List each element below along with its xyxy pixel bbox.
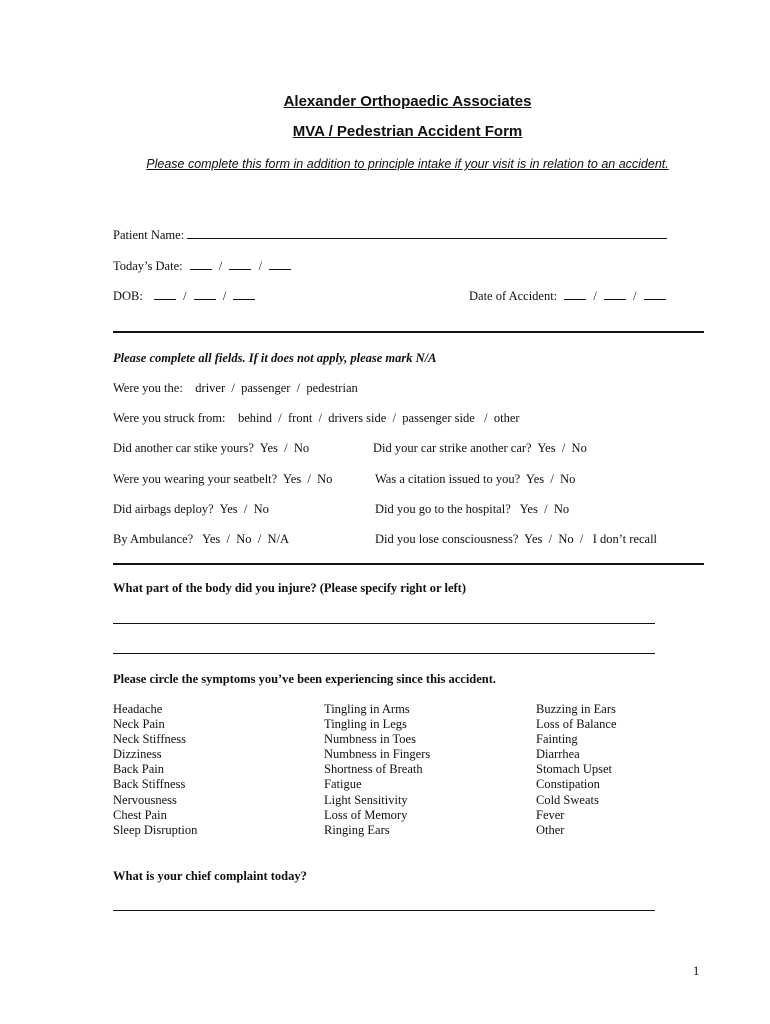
- question-role[interactable]: Were you the: driver / passenger / pedestrian: [113, 381, 358, 395]
- question-airbags[interactable]: Did airbags deploy? Yes / No: [113, 502, 269, 516]
- accident-date-day-field[interactable]: [604, 287, 626, 300]
- date-slash: /: [633, 289, 637, 303]
- symptom-item[interactable]: Diarrhea: [536, 747, 580, 762]
- section-divider: [113, 563, 704, 565]
- date-slash: /: [258, 259, 263, 273]
- symptom-item[interactable]: Shortness of Breath: [324, 762, 423, 777]
- dob-label: DOB:: [113, 289, 143, 303]
- symptoms-column-1: [113, 702, 197, 838]
- symptom-item[interactable]: Loss of Memory: [324, 807, 408, 822]
- body-part-answer-line[interactable]: [113, 623, 655, 624]
- symptoms-column-2: [324, 702, 430, 838]
- question-struck-from[interactable]: Were you struck from: behind / front / drivers side / passenger side / other: [113, 411, 520, 425]
- dob-row: [113, 287, 255, 304]
- form-title: MVA / Pedestrian Accident Form: [292, 123, 523, 140]
- question-another-car[interactable]: Did another car stike yours? Yes / No: [113, 441, 310, 455]
- chief-complaint-question: What is your chief complaint today?: [113, 869, 307, 883]
- body-part-answer-line[interactable]: [113, 653, 655, 654]
- symptom-item[interactable]: Constipation: [536, 777, 600, 792]
- date-slash: /: [593, 289, 597, 303]
- page-number: 1: [693, 964, 700, 978]
- practice-name: Alexander Orthopaedic Associates: [283, 93, 532, 110]
- todays-date-label: Today’s Date:: [113, 259, 183, 273]
- symptom-item[interactable]: Tingling in Legs: [324, 717, 407, 732]
- symptom-item[interactable]: Loss of Balance: [536, 717, 617, 732]
- form-instructions: Please complete this form in addition to principle intake if your visit is in relation to an accident.: [146, 157, 669, 171]
- todays-date-row: [113, 257, 291, 274]
- chief-complaint-answer-line[interactable]: [113, 910, 655, 911]
- symptom-item[interactable]: Neck Pain: [113, 717, 165, 732]
- symptom-item[interactable]: Light Sensitivity: [324, 792, 408, 807]
- question-ambulance[interactable]: By Ambulance? Yes / No / N/A: [113, 532, 290, 546]
- body-part-question: What part of the body did you injure? (Please specify right or left): [113, 581, 466, 595]
- question-seatbelt[interactable]: Were you wearing your seatbelt? Yes / No: [113, 472, 333, 486]
- dob-day-field[interactable]: [194, 287, 216, 300]
- question-hospital[interactable]: Did you go to the hospital? Yes / No: [375, 502, 570, 516]
- symptom-item[interactable]: Tingling in Arms: [324, 702, 410, 716]
- accident-date-row: [469, 287, 666, 304]
- question-citation[interactable]: Was a citation issued to you? Yes / No: [375, 472, 576, 486]
- dob-year-field[interactable]: [233, 287, 255, 300]
- patient-name-field[interactable]: [187, 226, 667, 239]
- symptom-item[interactable]: Sleep Disruption: [113, 822, 198, 837]
- symptom-item[interactable]: Buzzing in Ears: [536, 702, 616, 716]
- symptom-item[interactable]: Back Stiffness: [113, 777, 186, 792]
- symptoms-column-3: [536, 702, 617, 838]
- symptom-item[interactable]: Fatigue: [324, 777, 362, 792]
- accident-date-label: Date of Accident:: [469, 289, 558, 303]
- symptom-item[interactable]: Dizziness: [113, 747, 162, 762]
- patient-name-row: [113, 226, 667, 243]
- symptom-item[interactable]: Numbness in Fingers: [324, 747, 431, 762]
- symptom-item[interactable]: Fever: [536, 807, 565, 822]
- date-slash: /: [183, 289, 187, 303]
- symptom-item[interactable]: Cold Sweats: [536, 792, 599, 807]
- todays-date-year-field[interactable]: [269, 257, 291, 270]
- section-divider: [113, 331, 704, 333]
- symptom-item[interactable]: Nervousness: [113, 792, 177, 807]
- question-your-car-strike[interactable]: Did your car strike another car? Yes / No: [373, 441, 587, 455]
- accident-date-year-field[interactable]: [644, 287, 666, 300]
- accident-date-month-field[interactable]: [564, 287, 586, 300]
- symptoms-heading: Please circle the symptoms you’ve been experiencing since this accident.: [113, 672, 497, 686]
- symptom-item[interactable]: Other: [536, 822, 565, 837]
- symptom-item[interactable]: Numbness in Toes: [324, 732, 416, 747]
- date-slash: /: [222, 289, 227, 303]
- dob-month-field[interactable]: [154, 287, 176, 300]
- symptom-item[interactable]: Chest Pain: [113, 807, 167, 822]
- symptom-item[interactable]: Stomach Upset: [536, 762, 613, 777]
- todays-date-month-field[interactable]: [190, 257, 212, 270]
- patient-name-label: Patient Name:: [113, 228, 185, 242]
- symptom-item[interactable]: Back Pain: [113, 762, 165, 777]
- symptom-item[interactable]: Neck Stiffness: [113, 732, 187, 747]
- todays-date-day-field[interactable]: [229, 257, 251, 270]
- date-slash: /: [218, 259, 223, 273]
- symptom-item[interactable]: Headache: [113, 702, 163, 716]
- question-consciousness[interactable]: Did you lose consciousness? Yes / No / I don’t recall: [375, 532, 658, 546]
- fields-note: Please complete all fields. If it does not apply, please mark N/A: [113, 351, 437, 365]
- symptom-item[interactable]: Fainting: [536, 732, 578, 747]
- symptom-item[interactable]: Ringing Ears: [324, 822, 390, 837]
